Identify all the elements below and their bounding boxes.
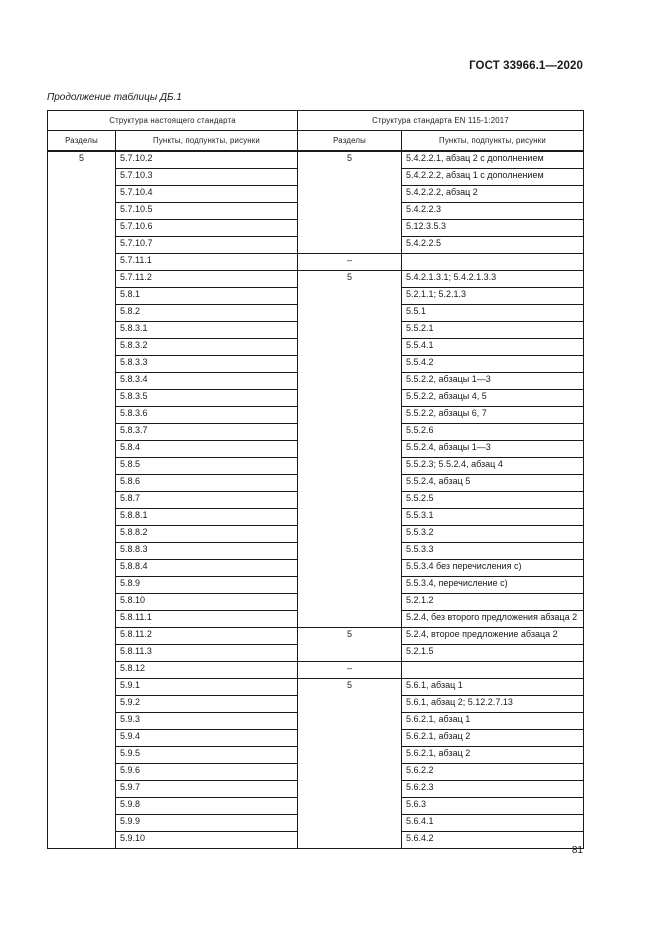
row-en-section [298, 492, 402, 509]
row-clause: 5.8.11.3 [116, 645, 298, 662]
row-clause: 5.7.10.3 [116, 169, 298, 186]
row-clause: 5.9.9 [116, 815, 298, 832]
row-en-clause: 5.5.2.1 [402, 322, 584, 339]
correspondence-table [47, 110, 584, 849]
row-clause: 5.9.2 [116, 696, 298, 713]
row-section [48, 781, 116, 798]
row-section [48, 662, 116, 679]
row-clause: 5.8.11.1 [116, 611, 298, 628]
row-clause: 5.9.10 [116, 832, 298, 849]
row-en-section [298, 798, 402, 815]
row-en-section [298, 458, 402, 475]
row-clause: 5.8.12 [116, 662, 298, 679]
row-section [48, 696, 116, 713]
row-en-section [298, 305, 402, 322]
row-en-section [298, 407, 402, 424]
row-clause: 5.9.4 [116, 730, 298, 747]
row-en-clause: 5.4.2.2.2, абзац 2 [402, 186, 584, 203]
row-en-section [298, 577, 402, 594]
row-section [48, 577, 116, 594]
table-body [48, 151, 584, 849]
row-clause: 5.7.10.7 [116, 237, 298, 254]
row-en-clause: 5.4.2.2.2, абзац 1 с дополнением [402, 169, 584, 186]
table-row [48, 815, 584, 832]
row-clause: 5.9.3 [116, 713, 298, 730]
row-clause: 5.8.2 [116, 305, 298, 322]
table-row [48, 662, 584, 679]
row-en-clause: 5.5.2.5 [402, 492, 584, 509]
col-header-en-clauses: Пункты, подпункты, рисунки [402, 131, 584, 152]
row-en-clause: 5.2.1.5 [402, 645, 584, 662]
row-section [48, 628, 116, 645]
table-row [48, 764, 584, 781]
row-section [48, 543, 116, 560]
row-clause: 5.9.5 [116, 747, 298, 764]
row-en-clause: 5.4.2.2.1, абзац 2 с дополнением [402, 151, 584, 169]
row-clause: 5.8.3.7 [116, 424, 298, 441]
row-en-clause: 5.6.1, абзац 2; 5.12.2.7.13 [402, 696, 584, 713]
row-clause: 5.8.8.2 [116, 526, 298, 543]
row-section [48, 475, 116, 492]
row-section [48, 390, 116, 407]
row-en-clause: 5.6.3 [402, 798, 584, 815]
row-en-clause: 5.5.2.4, абзац 5 [402, 475, 584, 492]
row-en-section [298, 526, 402, 543]
row-en-section [298, 815, 402, 832]
row-en-section [298, 169, 402, 186]
col-header-sections: Разделы [48, 131, 116, 152]
row-en-clause: 5.6.2.3 [402, 781, 584, 798]
table-row [48, 169, 584, 186]
row-en-clause: 5.6.2.1, абзац 1 [402, 713, 584, 730]
row-section [48, 186, 116, 203]
table-caption: Продолжение таблицы ДБ.1 [47, 92, 182, 103]
row-section [48, 798, 116, 815]
row-clause: 5.8.3.5 [116, 390, 298, 407]
row-en-section [298, 186, 402, 203]
row-en-clause: 5.12.3.5.3 [402, 220, 584, 237]
row-section [48, 509, 116, 526]
table-row [48, 747, 584, 764]
row-section [48, 526, 116, 543]
table-row [48, 594, 584, 611]
row-en-clause: 5.2.4, без второго предложения абзаца 2 [402, 611, 584, 628]
row-en-clause: 5.5.1 [402, 305, 584, 322]
row-section [48, 356, 116, 373]
row-en-section [298, 373, 402, 390]
row-section: 5 [78, 153, 84, 163]
row-en-clause: 5.5.2.2, абзацы 1—3 [402, 373, 584, 390]
row-en-section [298, 441, 402, 458]
row-en-section [298, 560, 402, 577]
table-row [48, 492, 584, 509]
table-row [48, 526, 584, 543]
row-clause: 5.8.10 [116, 594, 298, 611]
table-row [48, 373, 584, 390]
row-clause: 5.9.6 [116, 764, 298, 781]
row-clause: 5.8.8.4 [116, 560, 298, 577]
table-row [48, 203, 584, 220]
row-section [48, 730, 116, 747]
row-en-clause: 5.5.2.3; 5.5.2.4, абзац 4 [402, 458, 584, 475]
table-row [48, 696, 584, 713]
table-row [48, 730, 584, 747]
row-en-clause: 5.5.2.2, абзацы 4, 5 [402, 390, 584, 407]
table-row [48, 220, 584, 237]
row-clause: 5.7.10.6 [116, 220, 298, 237]
row-en-clause: 5.2.1.1; 5.2.1.3 [402, 288, 584, 305]
row-section [48, 424, 116, 441]
row-section [48, 339, 116, 356]
table-row [48, 271, 584, 288]
row-en-clause: 5.6.1, абзац 1 [402, 679, 584, 696]
page-number: 81 [571, 845, 583, 856]
row-section [48, 747, 116, 764]
row-section [48, 594, 116, 611]
row-section [48, 305, 116, 322]
row-clause: 5.9.1 [116, 679, 298, 696]
row-en-clause [402, 662, 584, 679]
table-row [48, 441, 584, 458]
row-en-clause: 5.5.3.2 [402, 526, 584, 543]
row-clause: 5.7.10.2 [116, 151, 298, 169]
row-en-section [298, 713, 402, 730]
row-clause: 5.7.10.4 [116, 186, 298, 203]
table-row [48, 237, 584, 254]
row-en-section: 5 [298, 679, 402, 696]
row-en-clause [402, 254, 584, 271]
table-row [48, 475, 584, 492]
row-en-clause: 5.4.2.2.5 [402, 237, 584, 254]
row-en-clause: 5.6.4.1 [402, 815, 584, 832]
row-en-clause: 5.5.2.2, абзацы 6, 7 [402, 407, 584, 424]
row-section [48, 492, 116, 509]
table-row [48, 356, 584, 373]
row-en-clause: 5.2.4, второе предложение абзаца 2 [402, 628, 584, 645]
group-header-en-standard: Структура стандарта EN 115-1:2017 [298, 111, 584, 131]
row-section [48, 220, 116, 237]
row-clause: 5.8.3.3 [116, 356, 298, 373]
row-en-section [298, 390, 402, 407]
row-en-clause: 5.6.2.1, абзац 2 [402, 747, 584, 764]
row-section [48, 713, 116, 730]
table-row [48, 509, 584, 526]
row-section [48, 832, 116, 849]
row-en-clause: 5.6.4.2 [402, 832, 584, 849]
group-header-this-standard: Структура настоящего стандарта [48, 111, 298, 131]
row-en-section [298, 475, 402, 492]
row-en-clause: 5.5.2.6 [402, 424, 584, 441]
row-en-section [298, 611, 402, 628]
row-clause: 5.8.3.4 [116, 373, 298, 390]
row-en-section [298, 322, 402, 339]
row-section [48, 679, 116, 696]
row-section [48, 407, 116, 424]
table-row [48, 832, 584, 849]
row-clause: 5.8.3.2 [116, 339, 298, 356]
row-section [48, 288, 116, 305]
table-row [48, 458, 584, 475]
row-clause: 5.9.8 [116, 798, 298, 815]
row-clause: 5.8.11.2 [116, 628, 298, 645]
row-en-clause: 5.6.2.1, абзац 2 [402, 730, 584, 747]
row-section [48, 764, 116, 781]
table-row [48, 628, 584, 645]
row-section [48, 815, 116, 832]
row-en-section [298, 339, 402, 356]
row-en-clause: 5.4.2.2.3 [402, 203, 584, 220]
row-clause: 5.8.7 [116, 492, 298, 509]
row-clause: 5.8.8.3 [116, 543, 298, 560]
row-en-clause: 5.5.4.1 [402, 339, 584, 356]
row-en-clause: 5.2.1.2 [402, 594, 584, 611]
row-en-section [298, 237, 402, 254]
row-en-clause: 5.4.2.1.3.1; 5.4.2.1.3.3 [402, 271, 584, 288]
table-row [48, 322, 584, 339]
row-en-clause: 5.5.3.1 [402, 509, 584, 526]
row-en-clause: 5.5.2.4, абзацы 1—3 [402, 441, 584, 458]
table-row [48, 679, 584, 696]
row-en-section [298, 747, 402, 764]
table-row [48, 254, 584, 271]
row-en-section: 5 [347, 153, 353, 163]
row-section [48, 645, 116, 662]
row-clause: 5.8.3.1 [116, 322, 298, 339]
table-row [48, 611, 584, 628]
col-header-clauses: Пункты, подпункты, рисунки [116, 131, 298, 152]
row-clause: 5.8.6 [116, 475, 298, 492]
row-en-section [298, 645, 402, 662]
row-en-section [298, 594, 402, 611]
row-en-section [298, 543, 402, 560]
table-row [48, 339, 584, 356]
table-row [48, 713, 584, 730]
table-row [48, 798, 584, 815]
row-en-section: – [298, 662, 402, 679]
table-row [48, 424, 584, 441]
table-row [48, 645, 584, 662]
row-en-clause: 5.5.4.2 [402, 356, 584, 373]
row-clause: 5.8.9 [116, 577, 298, 594]
row-clause: 5.7.11.1 [116, 254, 298, 271]
row-clause: 5.8.1 [116, 288, 298, 305]
row-section [48, 560, 116, 577]
row-section [48, 169, 116, 186]
row-en-section: 5 [298, 628, 402, 645]
row-en-section [298, 356, 402, 373]
row-clause: 5.7.10.5 [116, 203, 298, 220]
row-en-section [298, 730, 402, 747]
row-clause: 5.8.5 [116, 458, 298, 475]
row-clause: 5.7.11.2 [116, 271, 298, 288]
row-section [48, 254, 116, 271]
table-row [48, 577, 584, 594]
row-section [48, 237, 116, 254]
table-row [48, 390, 584, 407]
row-en-section [298, 696, 402, 713]
row-section [48, 441, 116, 458]
row-en-section [298, 781, 402, 798]
row-en-section [298, 509, 402, 526]
row-section [48, 373, 116, 390]
row-en-clause: 5.5.3.4 без перечисления с) [402, 560, 584, 577]
row-clause: 5.8.3.6 [116, 407, 298, 424]
row-clause: 5.8.8.1 [116, 509, 298, 526]
table-row [48, 305, 584, 322]
row-en-section [298, 832, 402, 849]
row-en-section [298, 203, 402, 220]
table-row [48, 151, 584, 169]
row-section [48, 611, 116, 628]
row-clause: 5.8.4 [116, 441, 298, 458]
row-en-clause: 5.5.3.3 [402, 543, 584, 560]
row-en-section: 5 [298, 271, 402, 288]
standard-code: ГОСТ 33966.1—2020 [469, 60, 583, 72]
table-row [48, 186, 584, 203]
table-row [48, 543, 584, 560]
row-section [48, 271, 116, 288]
row-clause: 5.9.7 [116, 781, 298, 798]
row-section [48, 203, 116, 220]
table-row [48, 407, 584, 424]
row-en-clause: 5.6.2.2 [402, 764, 584, 781]
table-row [48, 560, 584, 577]
row-en-section [298, 764, 402, 781]
row-section [48, 322, 116, 339]
row-en-clause: 5.5.3.4, перечисление с) [402, 577, 584, 594]
table-row [48, 781, 584, 798]
row-en-section: – [298, 254, 402, 271]
col-header-en-sections: Разделы [298, 131, 402, 152]
row-en-section [298, 288, 402, 305]
row-section [48, 458, 116, 475]
table-row [48, 288, 584, 305]
row-en-section [298, 220, 402, 237]
row-en-section [298, 424, 402, 441]
